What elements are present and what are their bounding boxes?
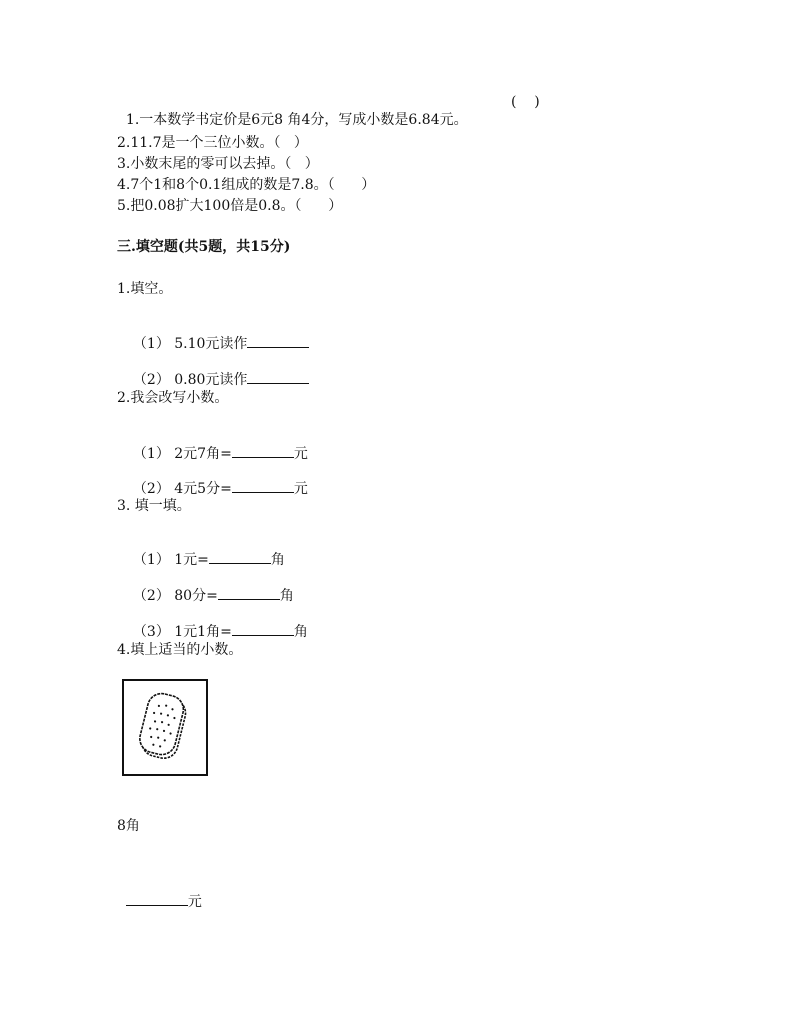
fill2-title: 2.我会改写小数。 <box>117 390 229 406</box>
judgement-q1 <box>117 93 468 129</box>
fill2-item-2 <box>124 461 308 498</box>
fill1-title: 1.填空。 <box>117 281 173 297</box>
fill4-answer-line <box>117 874 202 911</box>
section3-title: 三.填空题(共5题，共15分) <box>117 239 291 255</box>
judgement-q5: 5.把0.08扩大100倍是0.8。（ ） <box>117 198 343 214</box>
fill1-item-1-blank[interactable] <box>247 334 309 348</box>
fill4-title: 4.填上适当的小数。 <box>117 642 243 658</box>
fill3-item-2-unit: 角 <box>279 588 294 604</box>
fill3-item-2 <box>124 568 294 605</box>
cracker-picture-frame <box>122 679 208 776</box>
judgement-q1-answer-parens[interactable]: ( ) <box>511 94 540 110</box>
fill2-item-2-unit: 元 <box>293 481 308 497</box>
fill2-item-1-blank[interactable] <box>232 444 294 458</box>
fill2-item-2-label: （2） 4元5分= <box>132 481 232 497</box>
fill3-item-1-blank[interactable] <box>209 550 271 564</box>
fill1-item-2-blank[interactable] <box>247 370 309 384</box>
fill3-item-1-unit: 角 <box>270 552 285 568</box>
fill3-item-3-unit: 角 <box>293 624 308 640</box>
fill3-item-3-label: （3） 1元1角= <box>132 624 232 640</box>
fill2-item-2-blank[interactable] <box>232 479 294 493</box>
cracker-biscuit-icon <box>124 681 206 774</box>
fill3-title: 3. 填一填。 <box>117 498 191 514</box>
fill3-item-1-label: （1） 1元= <box>132 552 209 568</box>
judgement-q1-text: 1.一本数学书定价是6元8 角4分，写成小数是6.84元。 <box>125 112 468 128</box>
fill4-answer-blank[interactable] <box>126 892 188 906</box>
fill2-item-1-unit: 元 <box>293 446 308 462</box>
judgement-q4: 4.7个1和8个0.1组成的数是7.8。（ ） <box>117 177 376 193</box>
fill3-item-2-blank[interactable] <box>218 586 280 600</box>
judgement-q2: 2.11.7是一个三位小数。（ ） <box>117 135 308 151</box>
fill3-item-3 <box>124 604 308 641</box>
fill2-item-1 <box>124 426 308 463</box>
fill3-item-1 <box>124 532 285 569</box>
fill1-item-2 <box>124 352 309 389</box>
fill1-item-1 <box>124 316 309 353</box>
fill4-unit: 元 <box>187 894 202 910</box>
fill3-item-3-blank[interactable] <box>232 622 294 636</box>
judgement-q3: 3.小数末尾的零可以去掉。（ ） <box>117 156 319 172</box>
fill2-item-1-label: （1） 2元7角= <box>132 446 232 462</box>
fill4-amount: 8角 <box>117 818 140 834</box>
fill1-item-1-label: （1） 5.10元读作 <box>132 336 248 352</box>
fill1-item-2-label: （2） 0.80元读作 <box>132 372 248 388</box>
fill3-item-2-label: （2） 80分= <box>132 588 218 604</box>
